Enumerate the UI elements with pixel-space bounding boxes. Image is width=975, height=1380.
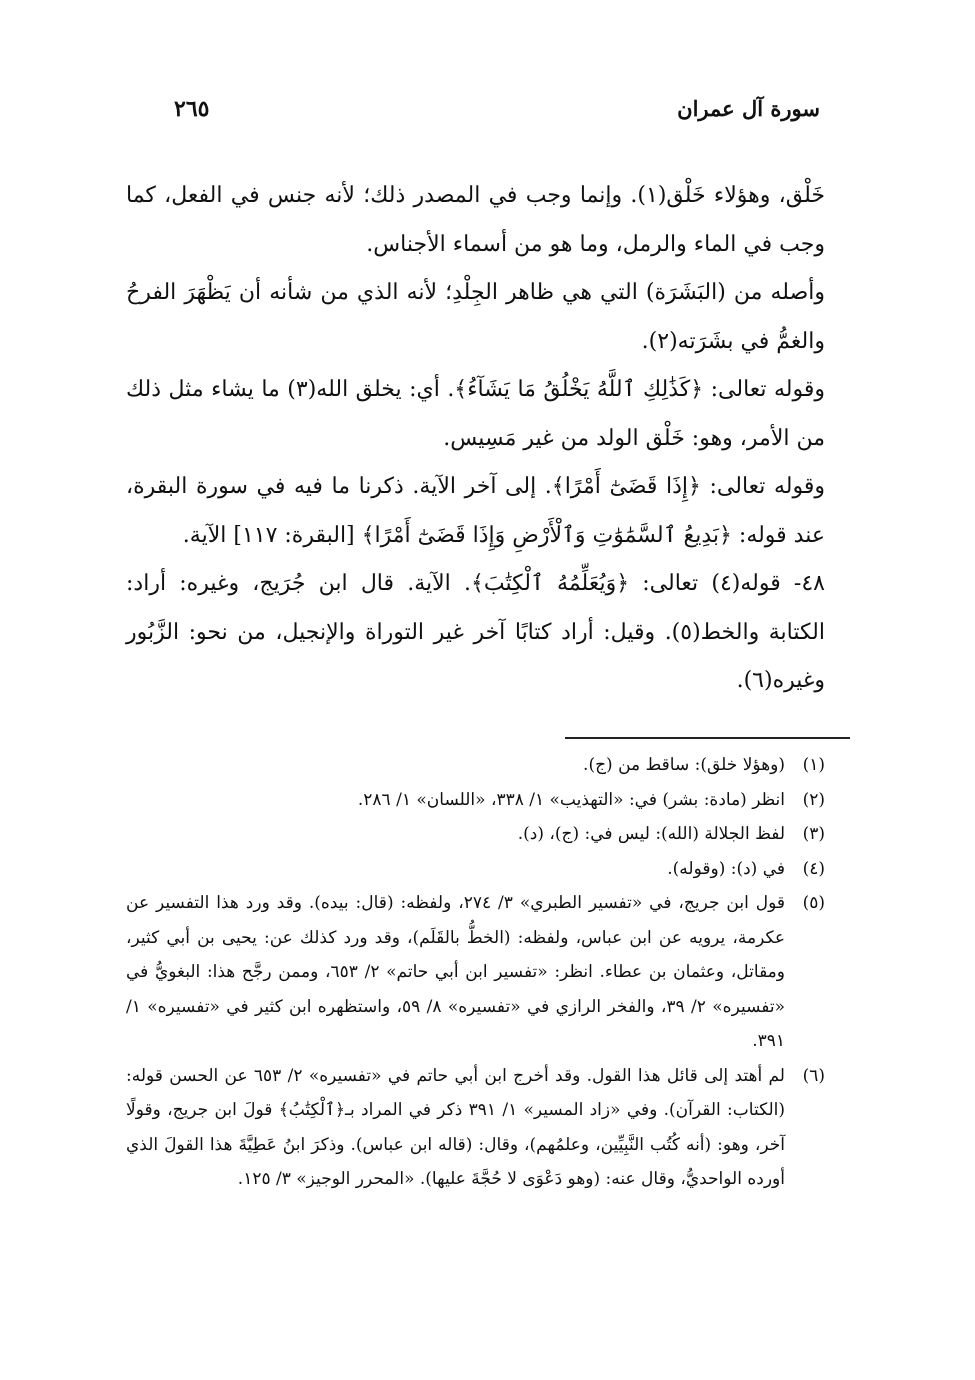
footnote [126,783,825,818]
footnote-number: (٢) [802,789,825,810]
footnote-number: (٦) [802,1065,825,1086]
footnote [126,748,825,783]
footnote-number: (٣) [802,824,825,844]
footnote-number: (٥) [802,893,825,913]
main-text [126,172,825,706]
footnote [126,1059,825,1197]
footnote [126,817,825,852]
footnote-divider [565,737,850,739]
paragraph: خَلْق، وهؤلاء خَلْق(١). وإنما وجب في المصدر ذلك؛ لأنه جنس في الفعل، كما وجب في الماء والرمل، وما هو من أسماء الأجناس. [126,183,825,257]
footnotes [126,748,825,1197]
footnote-text: انظر (مادة: بشر) في: «التهذيب» ١/ ٣٣٨، «اللسان» ١/ ٢٨٦. [357,789,785,810]
footnote-number: (٤) [802,858,825,879]
footnote-text: قول ابن جريج، في «تفسير الطبري» ٣/ ٢٧٤، ولفظه: (قال: بيده). وقد ورد هذا التفسير عن عكرمة، يرويه عن ابن عباس، ولفظه: (الخطُّ بالقَلَم)، وقد ورد كذلك عن: يحيى بن أبي كثير، ومقاتل، وعثمان بن عطاء. انظر: «تفسير ابن أبي حاتم» ٢/ ٦٥٣، وممن رجَّح هذا: البغويُّ في «تفسيره» ٢/ ٣٩، والفخر الرازي في «تفسيره» ٨/ ٥٩، واستظهره ابن كثير في «تفسيره» ١/ ٣٩١. [126,893,785,1051]
page-header [150,96,820,136]
footnote-text: في (د): (وقوله). [667,858,785,879]
footnote [126,852,825,887]
footnote-text: (وهؤلا خلق): ساقط من (ج). [583,755,785,775]
paragraph: وأصله من (البَشَرَة) التي هي ظاهر الجِلْدِ؛ لأنه الذي من شأنه أن يَظْهَرَ الفرحُ والغمُّ في بشَرَته(٢). [126,280,825,354]
paragraph: ٤٨- قوله(٤) تعالى: ﴿وَيُعَلِّمُهُ ٱلْكِتَٰبَ﴾. الآية. قال ابن جُرَيج، وغيره: أراد: الكتابة والخط(٥). وقيل: أراد كتابًا آخر غير التوراة والإنجيل، من نحو: الزَّبُور وغيره(٦). [126,571,825,693]
footnote [126,886,825,1059]
surah-title: سورة آل عمران [677,96,820,121]
footnote-text: لم أهتد إلى قائل هذا القول. وقد أخرج ابن أبي حاتم في «تفسيره» ٢/ ٦٥٣ عن الحسن قوله: (الكتاب: القرآن). وفي «زاد المسير» ١/ ٣٩١ ذكر في المراد بـ﴿ٱلْكِتَٰبُ﴾ قولَ ابن جريج، وقولًا آخر، وهو: (أنه كُتُب النَّبِيِّين، وعلمُهم)، وقال: (قاله ابن عباس). وذكرَ ابنُ عَطِيَّةَ هذا القولَ الذي أورده الواحديُّ، وقال عنه: (وهو دَعْوَى لا حُجَّةَ عليها). «المحرر الوجيز» ٣/ ١٢٥. [126,1065,785,1189]
footnote-number: (١) [802,755,825,775]
footnote-text: لفظ الجلالة (الله): ليس في: (ج)، (د). [517,824,785,844]
page-number: ٢٦٥ [174,96,210,122]
paragraph: وقوله تعالى: ﴿إِذَا قَضَىٰٓ أَمْرًا﴾. إلى آخر الآية. ذكرنا ما فيه في سورة البقرة، عند قوله: ﴿بَدِيعُ ٱلسَّمَٰوَٰتِ وَٱلْأَرْضِ وَإِذَا قَضَىٰٓ أَمْرًا﴾ [البقرة: ١١٧] الآية. [126,474,825,548]
paragraph: وقوله تعالى: ﴿كَذَٰلِكِ ٱللَّهُ يَخْلُقُ مَا يَشَآءُ﴾. أي: يخلق الله(٣) ما يشاء مثل ذلك من الأمر، وهو: خَلْق الولد من غير مَسِيس. [126,377,825,451]
